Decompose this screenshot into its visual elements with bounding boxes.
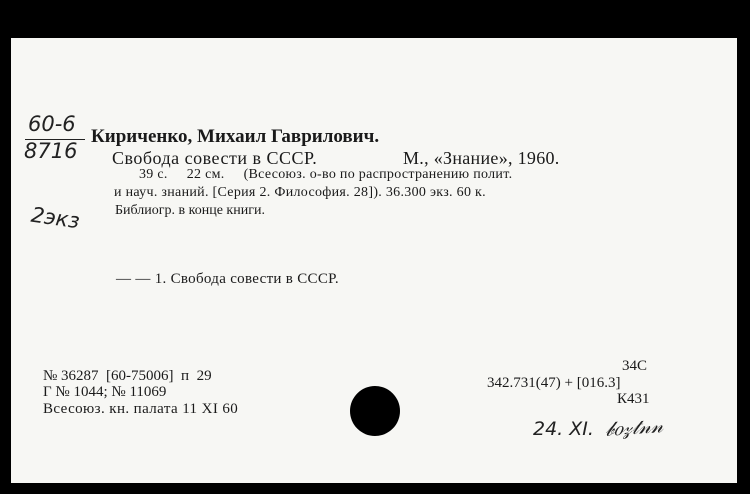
bibliography-note: Библиогр. в конце книги. xyxy=(115,203,265,218)
title-line: Свобода совести в СССР. xyxy=(112,148,318,168)
copies-note: 2экз xyxy=(29,202,82,234)
handwritten-signature: 𝒷𝑜𝓏𝓉𝓃𝓃 xyxy=(604,413,664,441)
author-heading: Кириченко, Михаил Гаврилович. xyxy=(91,126,380,147)
punch-hole xyxy=(350,386,400,436)
subject-entry: — — 1. Свобода совести в СССР. xyxy=(116,271,339,287)
registry-line-1: № 36287 [60-75006] п 29 xyxy=(43,368,212,384)
call-number-top: 60-6 xyxy=(28,112,76,136)
physical-description: 39 с. 22 см. (Всесоюз. о-во по распространению полит. xyxy=(139,167,513,182)
signature-date: 24. XI. xyxy=(533,418,594,440)
series-line: и науч. знаний. [Серия 2. Философия. 28]). 36.300 экз. 60 к. xyxy=(114,185,486,200)
udc-index: 342.731(47) + [016.3] xyxy=(487,375,621,391)
call-number-bottom: 8716 xyxy=(24,139,78,163)
registry-line-2: Г № 1044; № 11069 xyxy=(43,384,167,400)
publisher-line: М., «Знание», 1960. xyxy=(403,148,560,168)
author-mark: К431 xyxy=(617,391,650,407)
class-code: 34С xyxy=(622,358,648,374)
registry-line-3: Всесоюз. кн. палата 11 XI 60 xyxy=(43,401,239,417)
